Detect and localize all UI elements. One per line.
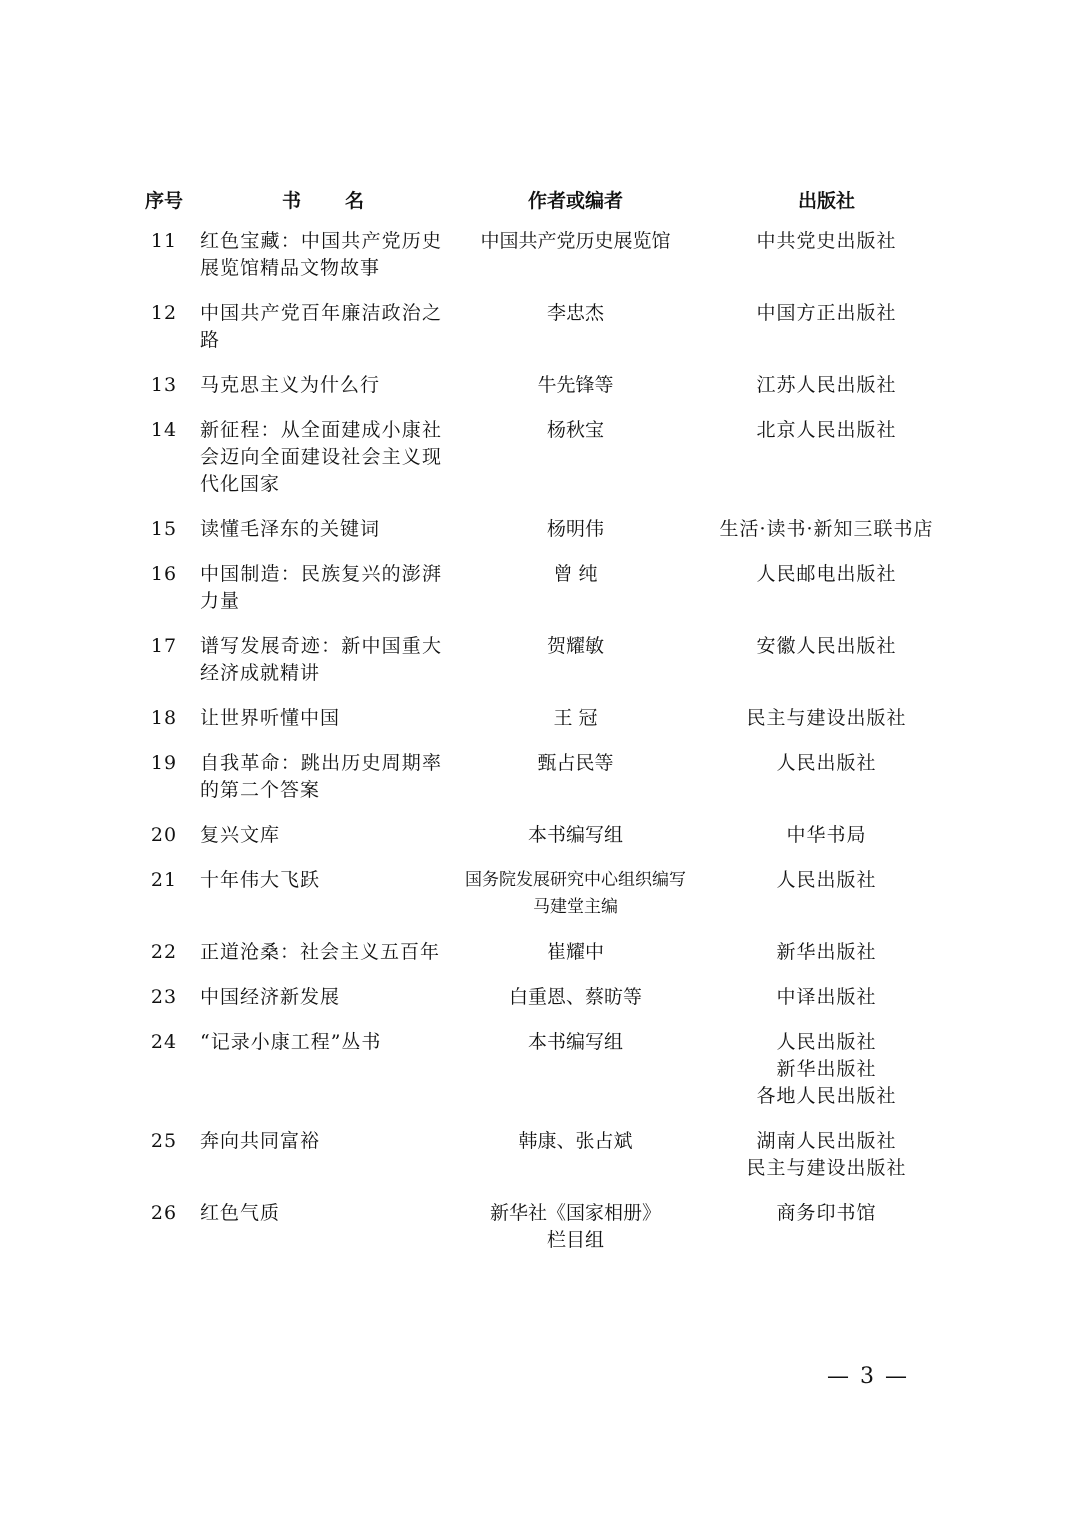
row-title: 中国制造：民族复兴的澎湃力量 — [200, 563, 442, 612]
row-title: 让世界听懂中国 — [200, 707, 341, 729]
row-no: 15 — [150, 518, 178, 540]
row-author: 韩康、张占斌 — [518, 1130, 633, 1152]
table-row — [130, 822, 950, 867]
row-author — [448, 1200, 703, 1272]
row-publisher: 中华书局 — [786, 824, 867, 846]
table-row — [130, 750, 950, 822]
table-row — [130, 867, 950, 939]
row-author: 甄占民等 — [537, 752, 614, 774]
row-no: 20 — [150, 824, 178, 846]
row-title: 十年伟大飞跃 — [200, 869, 321, 891]
header-publisher: 出版社 — [797, 190, 855, 212]
row-author — [448, 867, 703, 939]
row-publisher: 江苏人民出版社 — [756, 374, 897, 396]
row-title: 自我革命：跳出历史周期率的第二个答案 — [200, 752, 442, 801]
row-title: 复兴文库 — [200, 824, 281, 846]
row-author: 崔耀中 — [546, 941, 604, 963]
row-no: 14 — [150, 419, 178, 441]
row-title: 马克思主义为什么行 — [200, 374, 381, 396]
row-author: 王 冠 — [553, 707, 598, 729]
row-no: 25 — [150, 1130, 178, 1152]
row-author: 贺耀敏 — [546, 635, 604, 657]
row-title: 新征程：从全面建成小康社会迈向全面建设社会主义现代化国家 — [200, 419, 442, 495]
author-line: 栏目组 — [546, 1229, 604, 1251]
row-title: 读懂毛泽东的关键词 — [200, 518, 381, 540]
row-no: 19 — [150, 752, 178, 774]
row-publisher — [703, 1029, 950, 1128]
table-row — [130, 939, 950, 984]
table-row — [130, 633, 950, 705]
row-author: 白重恩、蔡昉等 — [508, 986, 642, 1008]
author-line: 马建堂主编 — [533, 897, 618, 917]
row-publisher: 中译出版社 — [776, 986, 877, 1008]
table-row — [130, 228, 950, 300]
row-publisher: 安徽人民出版社 — [756, 635, 897, 657]
row-title: “记录小康工程”丛书 — [200, 1031, 382, 1053]
header-author: 作者或编者 — [527, 190, 623, 212]
row-no: 16 — [150, 563, 178, 585]
row-title: 正道沧桑：社会主义五百年 — [200, 941, 441, 963]
row-no: 22 — [150, 941, 178, 963]
row-author: 曾 纯 — [553, 563, 598, 585]
row-publisher: 新华出版社 — [776, 941, 877, 963]
table-row — [130, 1128, 950, 1200]
row-publisher: 人民邮电出版社 — [756, 563, 897, 585]
row-publisher: 中共党史出版社 — [756, 230, 897, 252]
table-header-row — [130, 186, 950, 228]
table-row — [130, 417, 950, 516]
row-author: 中国共产党历史展览馆 — [480, 230, 671, 252]
row-title: 奔向共同富裕 — [200, 1130, 321, 1152]
publisher-line: 人民出版社 — [776, 1031, 877, 1053]
table-row — [130, 300, 950, 372]
row-publisher: 中国方正出版社 — [756, 302, 897, 324]
table-row — [130, 1029, 950, 1128]
row-publisher: 商务印书馆 — [776, 1202, 877, 1224]
row-author: 本书编写组 — [527, 1031, 623, 1053]
row-author: 杨明伟 — [546, 518, 604, 540]
row-publisher: 民主与建设出版社 — [746, 707, 907, 729]
row-publisher: 生活·读书·新知三联书店 — [719, 518, 934, 540]
row-title: 红色宝藏：中国共产党历史展览馆精品文物故事 — [200, 230, 442, 279]
row-no: 26 — [150, 1202, 178, 1224]
row-title: 谱写发展奇迹：新中国重大经济成就精讲 — [200, 635, 442, 684]
row-author: 牛先锋等 — [537, 374, 614, 396]
row-title: 红色气质 — [200, 1202, 281, 1224]
row-no: 23 — [150, 986, 178, 1008]
publisher-line: 湖南人民出版社 — [756, 1130, 897, 1152]
row-no: 24 — [150, 1031, 178, 1053]
publisher-line: 各地人民出版社 — [756, 1085, 897, 1107]
row-publisher: 人民出版社 — [776, 752, 877, 774]
table-row — [130, 516, 950, 561]
author-line: 新华社《国家相册》 — [489, 1202, 661, 1224]
row-publisher: 人民出版社 — [776, 869, 877, 891]
table-row — [130, 1200, 950, 1272]
table-row — [130, 561, 950, 633]
page-number: — 3 — — [827, 1364, 909, 1389]
header-title: 书名 — [281, 190, 408, 212]
row-author: 本书编写组 — [527, 824, 623, 846]
row-title: 中国经济新发展 — [200, 986, 341, 1008]
publisher-line: 新华出版社 — [776, 1058, 877, 1080]
table-row — [130, 372, 950, 417]
header-no: 序号 — [144, 190, 183, 212]
row-no: 13 — [150, 374, 178, 396]
publisher-line: 民主与建设出版社 — [746, 1157, 907, 1179]
row-title: 中国共产党百年廉洁政治之路 — [200, 302, 442, 351]
row-author: 杨秋宝 — [546, 419, 604, 441]
row-no: 11 — [150, 230, 178, 252]
row-no: 12 — [150, 302, 178, 324]
row-publisher — [703, 1128, 950, 1200]
author-line: 国务院发展研究中心组织编写 — [465, 870, 686, 890]
row-author: 李忠杰 — [546, 302, 604, 324]
table-row — [130, 705, 950, 750]
table-row — [130, 984, 950, 1029]
row-no: 18 — [150, 707, 178, 729]
row-no: 17 — [150, 635, 178, 657]
book-list-table — [130, 186, 950, 1272]
row-publisher: 北京人民出版社 — [756, 419, 897, 441]
row-no: 21 — [150, 869, 178, 891]
